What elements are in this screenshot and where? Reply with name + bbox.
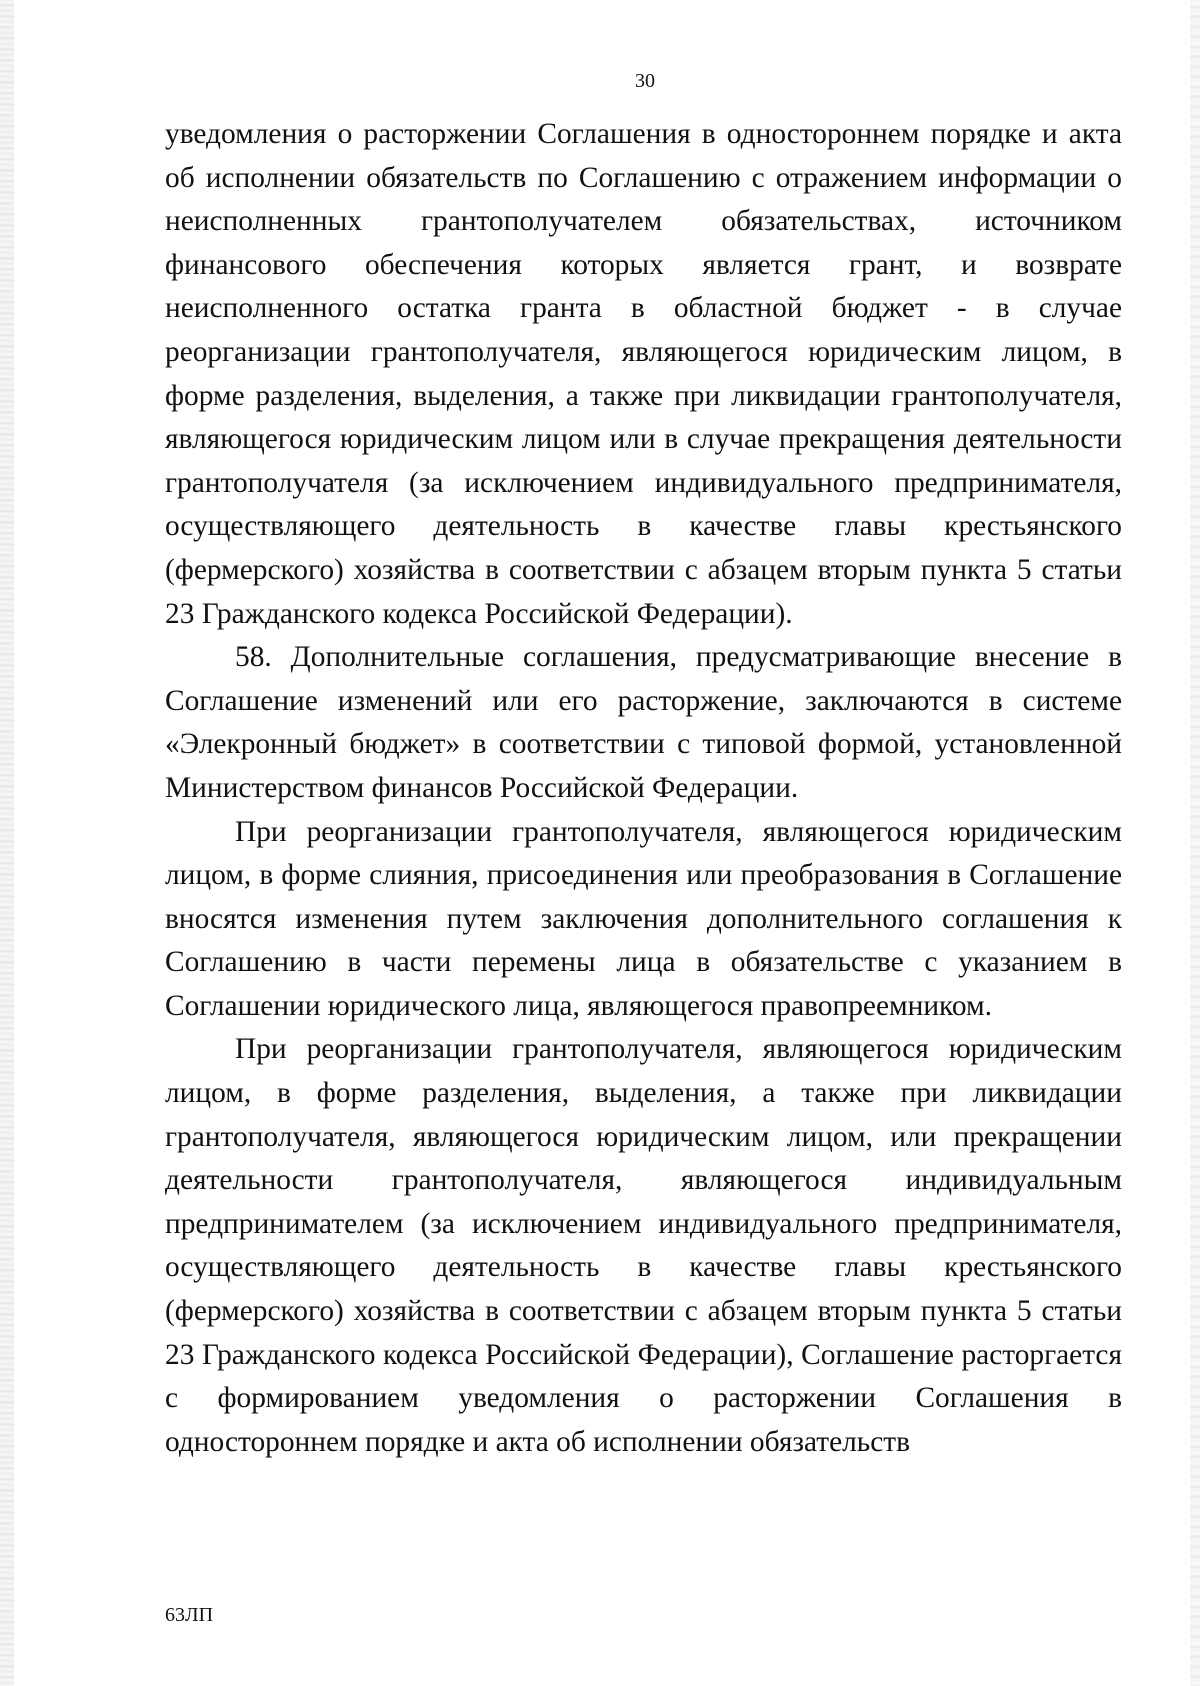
document-body xyxy=(165,113,1122,1464)
page-number: 30 xyxy=(635,70,655,92)
paragraph-item-58: 58. Дополнительные соглашения, предусматривающие внесение в Соглашение изменений или его расторжение, заключаются в системе «Элекронный бюджет» в соответствии с типовой формой, установленной Министерством финансов Российской Федерации. xyxy=(165,641,1122,804)
paragraph-reorganization-division: При реорганизации грантополучателя, являющегося юридическим лицом, в форме разделения, выделения, а также при ликвидации грантополучателя, являющегося юридическим лицом, или прекращении деятельности грантополучателя, являющегося индивидуальным предпринимателем (за исключением индивидуального предпринимателя, осуществляющего деятельность в качестве главы крестьянского (фермерского) хозяйства в соответствии с абзацем вторым пункта 5 статьи 23 Гражданского кодекса Российской Федерации), Соглашение расторгается с формированием уведомления о расторжении Соглашения в одностороннем порядке и акта об исполнении обязательств xyxy=(165,1033,1122,1458)
paragraph-continuation: уведомления о расторжении Соглашения в одностороннем порядке и акта об исполнении обязательств по Соглашению с отражением информации о неисполненных грантополучателем обязательствах, источником финансового обеспечения которых является грант, и возврате неисполненного остатка гранта в областной бюджет - в случае реорганизации грантополучателя, являющегося юридическим лицом, в форме разделения, выделения, а также при ликвидации грантополучателя, являющегося юридическим лицом или в случае прекращения деятельности грантополучателя (за исключением индивидуального предпринимателя, осуществляющего деятельность в качестве главы крестьянского (фермерского) хозяйства в соответствии с абзацем вторым пункта 5 статьи 23 Гражданского кодекса Российской Федерации). xyxy=(165,118,1122,630)
paragraph-reorganization-merger: При реорганизации грантополучателя, являющегося юридическим лицом, в форме слияния, присоединения или преобразования в Соглашение вносятся изменения путем заключения дополнительного соглашения к Соглашению в части перемены лица в обязательстве с указанием в Соглашении юридического лица, являющегося правопреемником. xyxy=(165,815,1122,1022)
scan-edge-right xyxy=(1190,0,1200,1686)
document-code: 63ЛП xyxy=(165,1604,214,1626)
scan-edge-left xyxy=(0,0,14,1686)
